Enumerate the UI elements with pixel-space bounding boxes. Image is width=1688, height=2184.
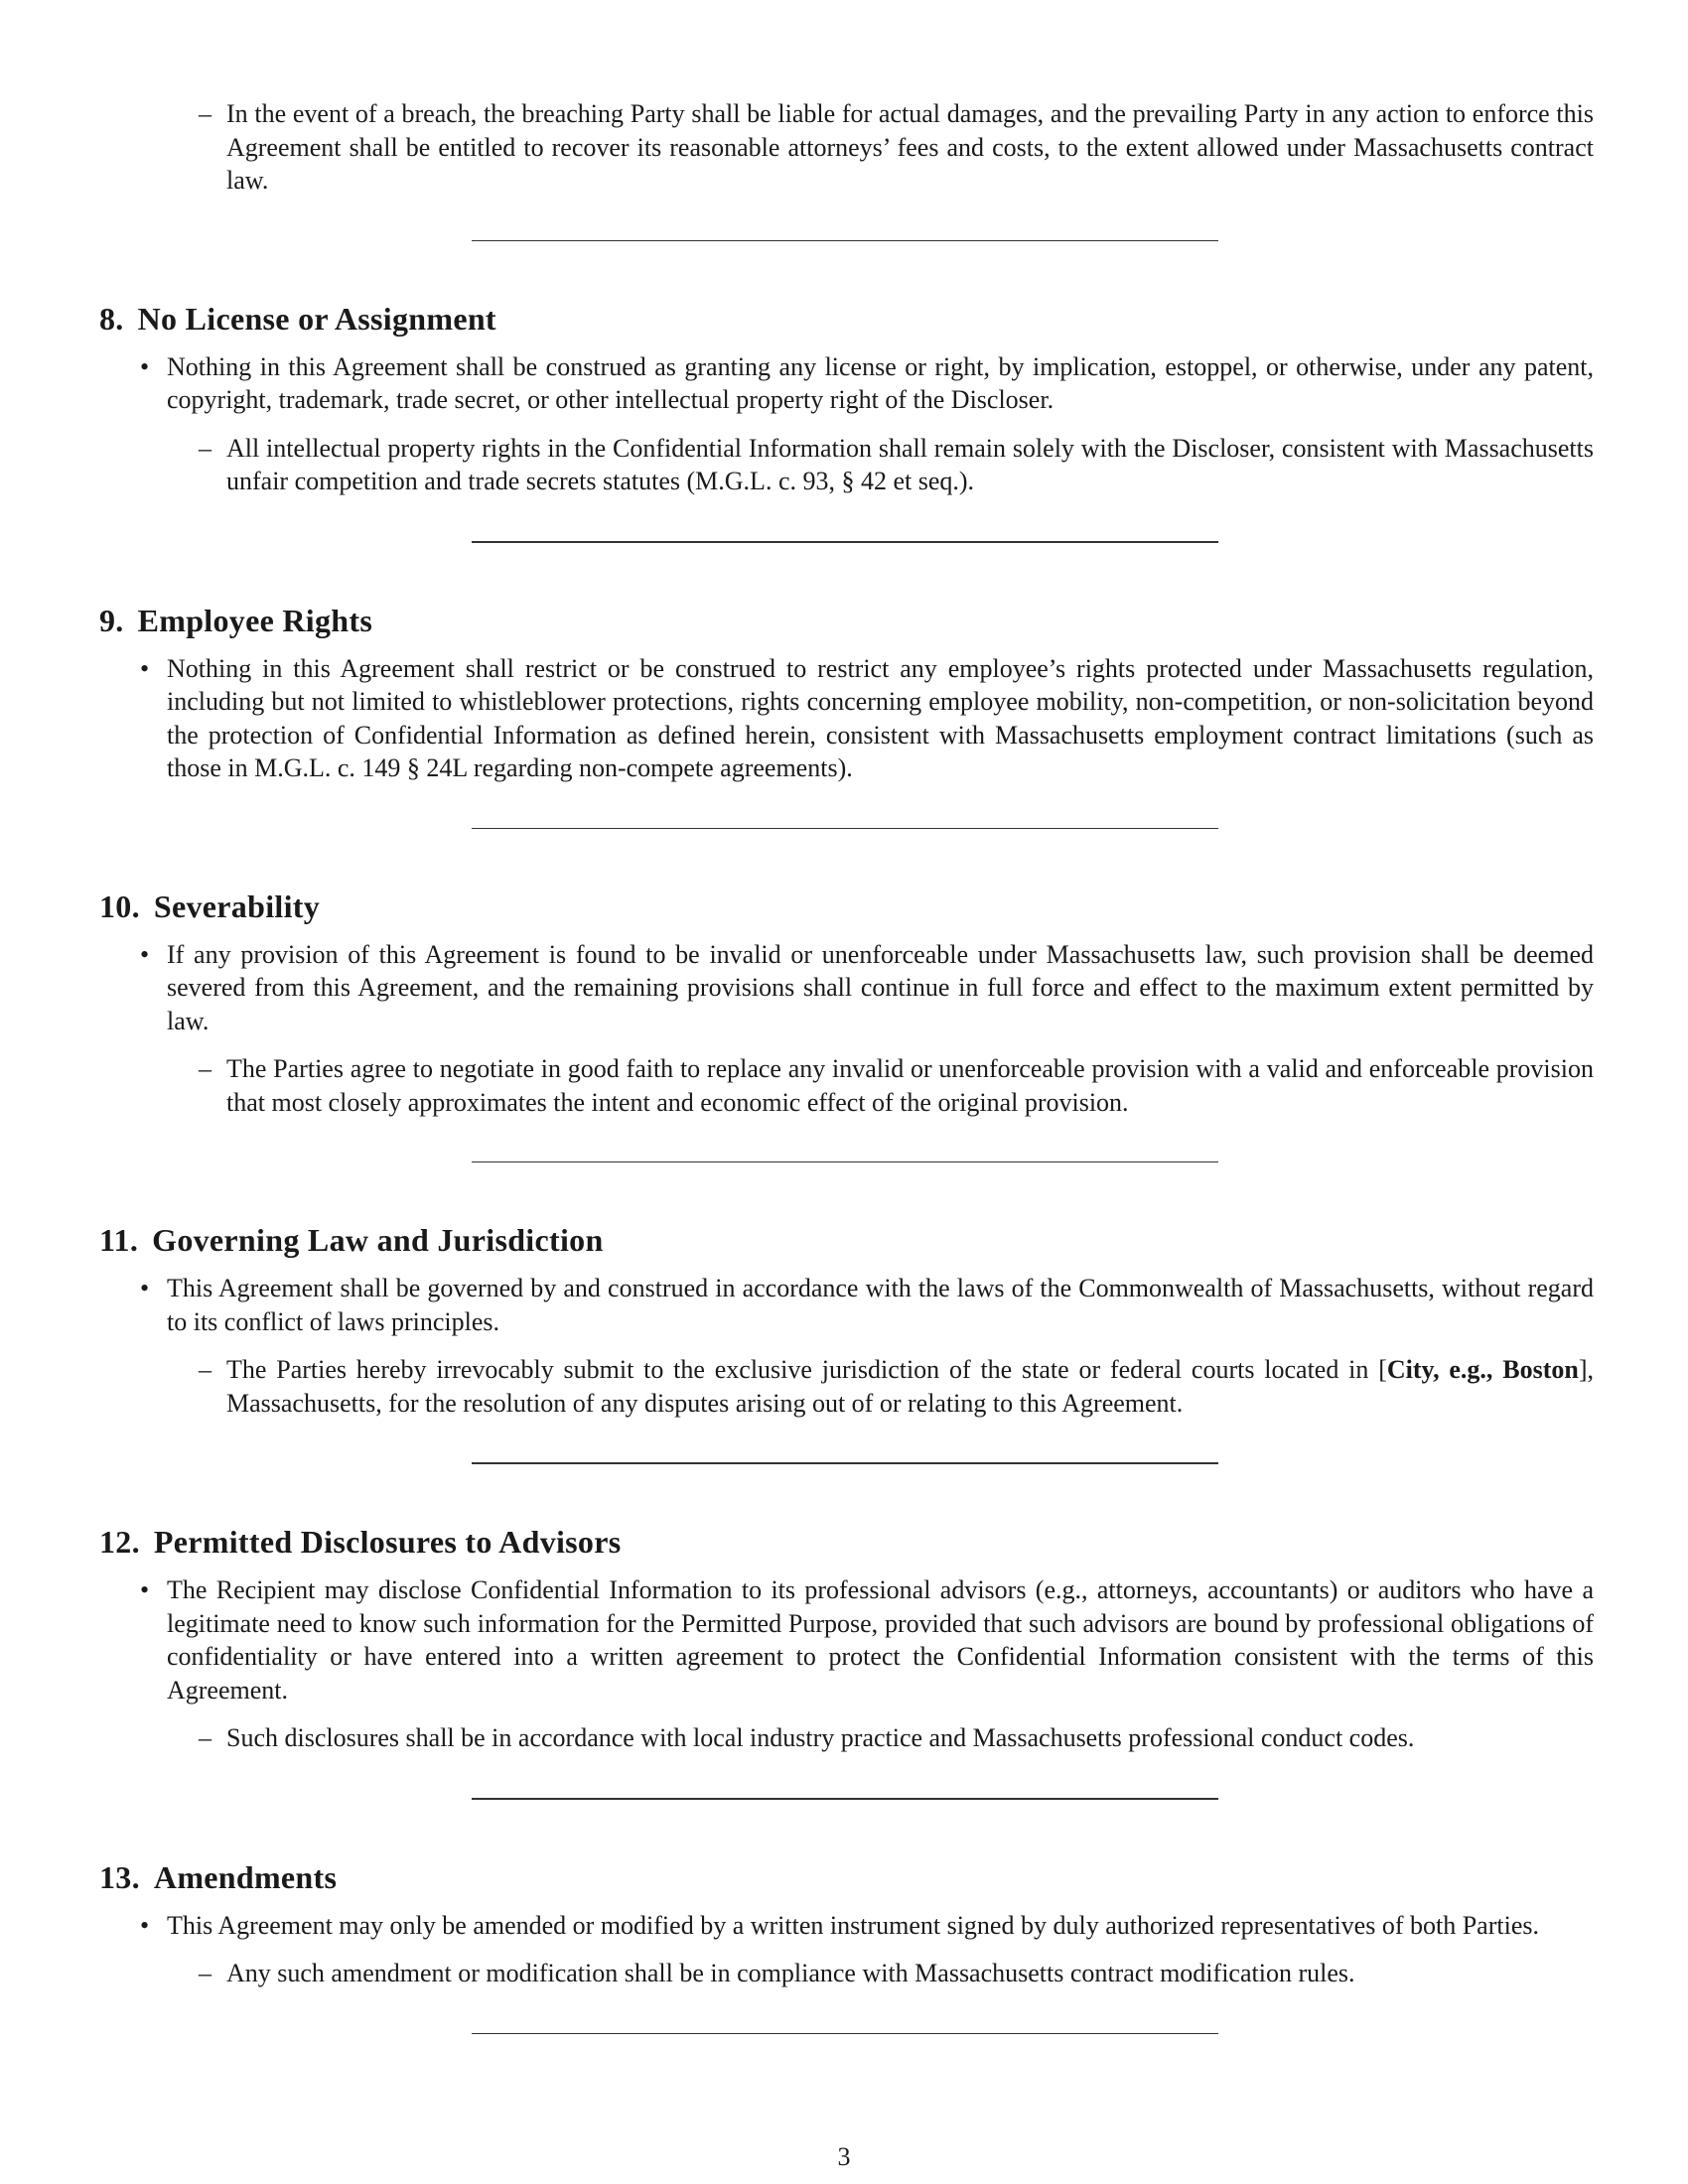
section-heading-10 xyxy=(99,887,1594,926)
section-number: 13. xyxy=(99,1858,140,1895)
section-divider xyxy=(472,1161,1218,1162)
section-divider xyxy=(472,828,1218,829)
section-heading-13 xyxy=(99,1857,1594,1897)
section-8-bullet xyxy=(140,350,1594,417)
section-number: 10. xyxy=(99,887,140,924)
section-12-bullet xyxy=(140,1573,1594,1706)
section-13-bullet xyxy=(140,1909,1594,1943)
bullet-marker: • xyxy=(140,653,150,683)
section-title: No License or Assignment xyxy=(137,300,496,337)
section-8-subitem xyxy=(199,432,1594,498)
section-divider xyxy=(472,2033,1218,2034)
bullet-text: If any provision of this Agreement is found to be invalid or unenforceable under Massachusetts law, such provision shall be deemed severed from this Agreement, and the remaining provisions shall continue in full force and effect to the maximum extent permitted by law. xyxy=(167,939,1594,1035)
bullet-text: Nothing in this Agreement shall restrict or be construed to restrict any employee’s rights protected under Massachusetts regulation, including but not limited to whistleblower protections, rights concerning employee mobility, non-competition, or non-solicitation beyond the protection of Confidential Information as defined herein, consistent with Massachusetts employment contract limitations (such as those in M.G.L. c. 149 § 24L regarding non-compete agreements). xyxy=(167,653,1594,782)
section-10-subitem xyxy=(199,1052,1594,1119)
subitem-text: Any such amendment or modification shall be in compliance with Massachusetts contract modification rules. xyxy=(226,1959,1355,1987)
subitem-text: Such disclosures shall be in accordance with local industry practice and Massachusetts professional conduct codes. xyxy=(226,1723,1415,1752)
document-page xyxy=(99,97,1594,2034)
section-number: 9. xyxy=(99,602,124,638)
dash-marker: – xyxy=(199,1723,211,1752)
section-heading-12 xyxy=(99,1522,1594,1562)
section-number: 11. xyxy=(99,1222,139,1258)
dash-marker: – xyxy=(199,1054,211,1083)
subitem-text: All intellectual property rights in the Confidential Information shall remain solely with the Discloser, consistent with Massachusetts unfair competition and trade secrets statutes (M.G.L. c. 93, § 42 et seq.). xyxy=(226,433,1594,495)
section-number: 8. xyxy=(99,300,124,337)
dash-marker: – xyxy=(199,99,211,128)
section-11-subitem xyxy=(199,1353,1594,1420)
section-heading-11 xyxy=(99,1220,1594,1260)
section-divider xyxy=(472,240,1218,241)
subitem-text: In the event of a breach, the breaching Party shall be liable for actual damages, and the prevailing Party in any action to enforce this Agreement shall be entitled to recover its reasonable attorneys’ fees and costs, to the extent allowed under Massachusetts contract law. xyxy=(226,99,1594,195)
bullet-marker: • xyxy=(140,1910,150,1940)
section-title: Amendments xyxy=(153,1858,338,1895)
bullet-text: This Agreement shall be governed by and construed in accordance with the laws of the Commonwealth of Massachusetts, without regard to its conflict of laws principles. xyxy=(167,1274,1594,1336)
page-number: 3 xyxy=(837,2142,851,2171)
dash-marker: – xyxy=(199,1355,211,1384)
dash-marker: – xyxy=(199,1959,211,1987)
breach-remedies-subitem xyxy=(199,97,1594,198)
subitem-text-start: The Parties hereby irrevocably submit to the exclusive jurisdiction of the state or federal courts located in [ xyxy=(226,1355,1387,1384)
section-number: 12. xyxy=(99,1524,140,1560)
bullet-marker: • xyxy=(140,1274,150,1302)
bullet-marker: • xyxy=(140,939,150,969)
section-title: Severability xyxy=(153,887,321,924)
section-12-subitem xyxy=(199,1721,1594,1755)
section-11-bullet xyxy=(140,1272,1594,1338)
section-title: Permitted Disclosures to Advisors xyxy=(153,1524,622,1560)
subitem-text: The Parties agree to negotiate in good faith to replace any invalid or unenforceable provision with a valid and enforceable provision that most closely approximates the intent and economic effect of the original provision. xyxy=(226,1054,1594,1117)
bullet-marker: • xyxy=(140,1575,150,1604)
section-divider xyxy=(472,1462,1218,1464)
section-divider xyxy=(472,541,1218,543)
section-heading-8 xyxy=(99,299,1594,339)
city-placeholder: City, e.g., Boston xyxy=(1386,1355,1579,1384)
section-heading-9 xyxy=(99,601,1594,640)
section-divider xyxy=(472,1798,1218,1800)
bullet-text: Nothing in this Agreement shall be construed as granting any license or right, by implication, estoppel, or otherwise, under any patent, copyright, trademark, trade secret, or other intellectual property right of the Discloser. xyxy=(167,351,1594,414)
section-10-bullet xyxy=(140,938,1594,1038)
section-title: Governing Law and Jurisdiction xyxy=(152,1222,604,1258)
section-13-subitem xyxy=(199,1957,1594,1990)
section-9-bullet xyxy=(140,652,1594,785)
dash-marker: – xyxy=(199,433,211,463)
subitem-text-end: ], Massachusetts, for the resolution of any disputes arising out of or relating to this Agreement. xyxy=(226,1355,1594,1418)
bullet-text: This Agreement may only be amended or modified by a written instrument signed by duly authorized representatives of both Parties. xyxy=(167,1910,1539,1940)
section-title: Employee Rights xyxy=(137,602,373,638)
bullet-marker: • xyxy=(140,351,150,381)
bullet-text: The Recipient may disclose Confidential Information to its professional advisors (e.g., attorneys, accountants) or auditors who have a legitimate need to know such information for the Permitted Purpose, provided that such advisors are bound by professional obligations of confidentiality or have entered into a written agreement to protect the Confidential Information consistent with the terms of this Agreement. xyxy=(167,1575,1594,1705)
